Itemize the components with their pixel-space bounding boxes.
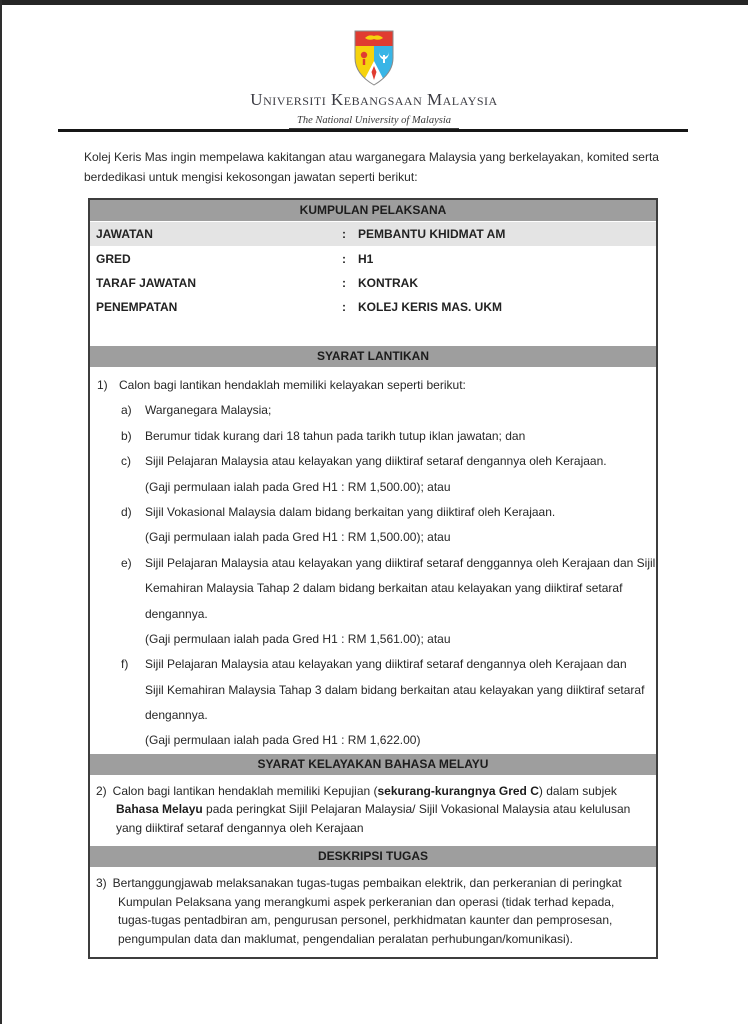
paragraph-bold-text: Bahasa Melayu: [116, 802, 203, 817]
row-value: PEMBANTU KHIDMAT AM: [358, 227, 506, 241]
paragraph-number: 3): [96, 876, 107, 891]
row-label: GRED: [96, 252, 131, 266]
table-row-taraf-jawatan: [90, 271, 656, 295]
list-marker: [121, 525, 145, 550]
list-marker: [121, 576, 145, 601]
row-label: PENEMPATAN: [96, 300, 178, 314]
list-marker: [121, 678, 145, 703]
row-value: H1: [358, 252, 374, 266]
row-value: KOLEJ KERIS MAS. UKM: [358, 300, 503, 314]
list-text: dengannya.: [145, 606, 208, 621]
section-band-kumpulan-pelaksana: KUMPULAN PELAKSANA: [90, 200, 656, 222]
list-item: [90, 500, 656, 525]
list-text: (Gaji permulaan ialah pada Gred H1 : RM 1,500.00); atau: [145, 530, 451, 545]
list-marker: 1): [97, 378, 108, 392]
paragraph-text: Bertanggungjawab melaksanakan tugas-tugas pembaikan elektrik, dan perkeranian di peringkat Kumpulan Pelaksana yang merangkumi aspek perkeranian dan operasi (tidak terhad kepada, tugas-tugas pentadbiran am, pengurusan personel, perkhidmatan kaunter dan pemprosesan, pengumpulan data dan maklumat, pengendalian peralatan perhubungan/komunikasi).: [112, 876, 622, 946]
list-marker: c): [121, 454, 131, 469]
list-item: [90, 373, 656, 398]
vacancy-table: [88, 198, 658, 959]
table-spacer: [90, 319, 656, 346]
list-item: [90, 449, 656, 474]
paragraph-text: ) dalam subjek: [538, 783, 617, 798]
list-marker: f): [121, 657, 129, 672]
list-marker: b): [121, 428, 132, 443]
list-item: [90, 551, 656, 576]
list-text: Berumur tidak kurang dari 18 tahun pada tarikh tutup iklan jawatan; dan: [145, 428, 526, 443]
deskripsi-tugas-paragraph: [96, 874, 648, 948]
list-item: [90, 525, 656, 550]
list-text: (Gaji permulaan ialah pada Gred H1 : RM 1,561.00); atau: [145, 631, 451, 646]
list-text: (Gaji permulaan ialah pada Gred H1 : RM 1,500.00); atau: [145, 479, 451, 494]
paragraph-number: 2): [96, 783, 107, 798]
syarat-bahasa-melayu-paragraph: [96, 782, 648, 838]
syarat-lantikan-list: [90, 368, 656, 754]
list-text: Sijil Pelajaran Malaysia atau kelayakan yang diiktiraf setaraf dengannya oleh Kerajaan.: [145, 454, 607, 469]
section-band-deskripsi-tugas: DESKRIPSI TUGAS: [90, 846, 656, 868]
list-marker: [121, 728, 145, 753]
row-value: KONTRAK: [358, 276, 418, 290]
table-row-gred: [90, 247, 656, 271]
list-item: [90, 424, 656, 449]
list-text: (Gaji permulaan ialah pada Gred H1 : RM 1,622.00): [145, 733, 421, 748]
list-text: Sijil Vokasional Malaysia dalam bidang berkaitan yang diiktiraf oleh Kerajaan.: [145, 504, 556, 519]
row-label: TARAF JAWATAN: [96, 276, 196, 290]
paragraph-text: Calon bagi lantikan hendaklah memiliki Kepujian (: [112, 783, 378, 798]
section-band-syarat-lantikan: SYARAT LANTIKAN: [90, 346, 656, 368]
list-marker: [121, 703, 145, 728]
list-marker: [121, 627, 145, 652]
row-separator: :: [342, 227, 346, 241]
university-name: Universiti Kebangsaan Malaysia: [250, 90, 498, 109]
scan-edge-top: [0, 0, 748, 5]
header-divider-rule: [58, 129, 688, 132]
paragraph-text: pada peringkat Sijil Pelajaran Malaysia/ Sijil Vokasional Malaysia atau kelulusan yang diiktiraf setaraf dengannya oleh Kerajaan: [116, 802, 631, 835]
list-item: [90, 703, 656, 728]
list-item: [90, 627, 656, 652]
list-text: Kemahiran Malaysia Tahap 2 dalam bidang berkaitan atau kelayakan yang diiktiraf setaraf: [145, 581, 623, 596]
list-item: [90, 398, 656, 423]
list-marker: [121, 602, 145, 627]
list-text: Sijil Pelajaran Malaysia atau kelayakan yang diiktiraf setaraf denggannya oleh Kerajaan dan Sijil: [145, 555, 656, 570]
ukm-crest-shield-icon: [353, 30, 395, 87]
section-band-syarat-bahasa-melayu: SYARAT KELAYAKAN BAHASA MELAYU: [90, 754, 656, 776]
row-label: JAWATAN: [96, 227, 153, 241]
paragraph-bold-text: sekurang-kurangnya Gred C: [377, 783, 539, 798]
list-item: [90, 678, 656, 703]
row-separator: :: [342, 276, 346, 290]
list-marker: e): [121, 555, 132, 570]
list-item: [90, 576, 656, 601]
list-text: Sijil Kemahiran Malaysia Tahap 3 dalam bidang berkaitan atau kelayakan yang diiktiraf setaraf: [145, 682, 645, 697]
list-marker: d): [121, 504, 132, 519]
list-text: dengannya.: [145, 708, 208, 723]
university-tagline: The National University of Malaysia: [289, 115, 459, 129]
list-marker: a): [121, 403, 132, 418]
row-separator: :: [342, 252, 346, 266]
list-item: [90, 652, 656, 677]
row-separator: :: [342, 300, 346, 314]
list-item: [90, 602, 656, 627]
list-text: Warganegara Malaysia;: [145, 403, 272, 418]
list-item: [90, 728, 656, 753]
list-item: [90, 475, 656, 500]
list-text: Sijil Pelajaran Malaysia atau kelayakan yang diiktiraf setaraf dengannya oleh Kerajaan dan: [145, 657, 627, 672]
table-row-penempatan: [90, 295, 656, 319]
table-row-jawatan: [90, 222, 656, 247]
intro-paragraph: Kolej Keris Mas ingin mempelawa kakitangan atau warganegara Malaysia yang berkelayakan, komited serta berdedikasi untuk mengisi kekosongan jawatan seperti berikut:: [84, 150, 659, 184]
document-header: [0, 30, 748, 129]
list-marker: [121, 475, 145, 500]
scan-edge-left: [0, 0, 2, 1024]
list-text: Calon bagi lantikan hendaklah memiliki kelayakan seperti berikut:: [119, 378, 466, 392]
